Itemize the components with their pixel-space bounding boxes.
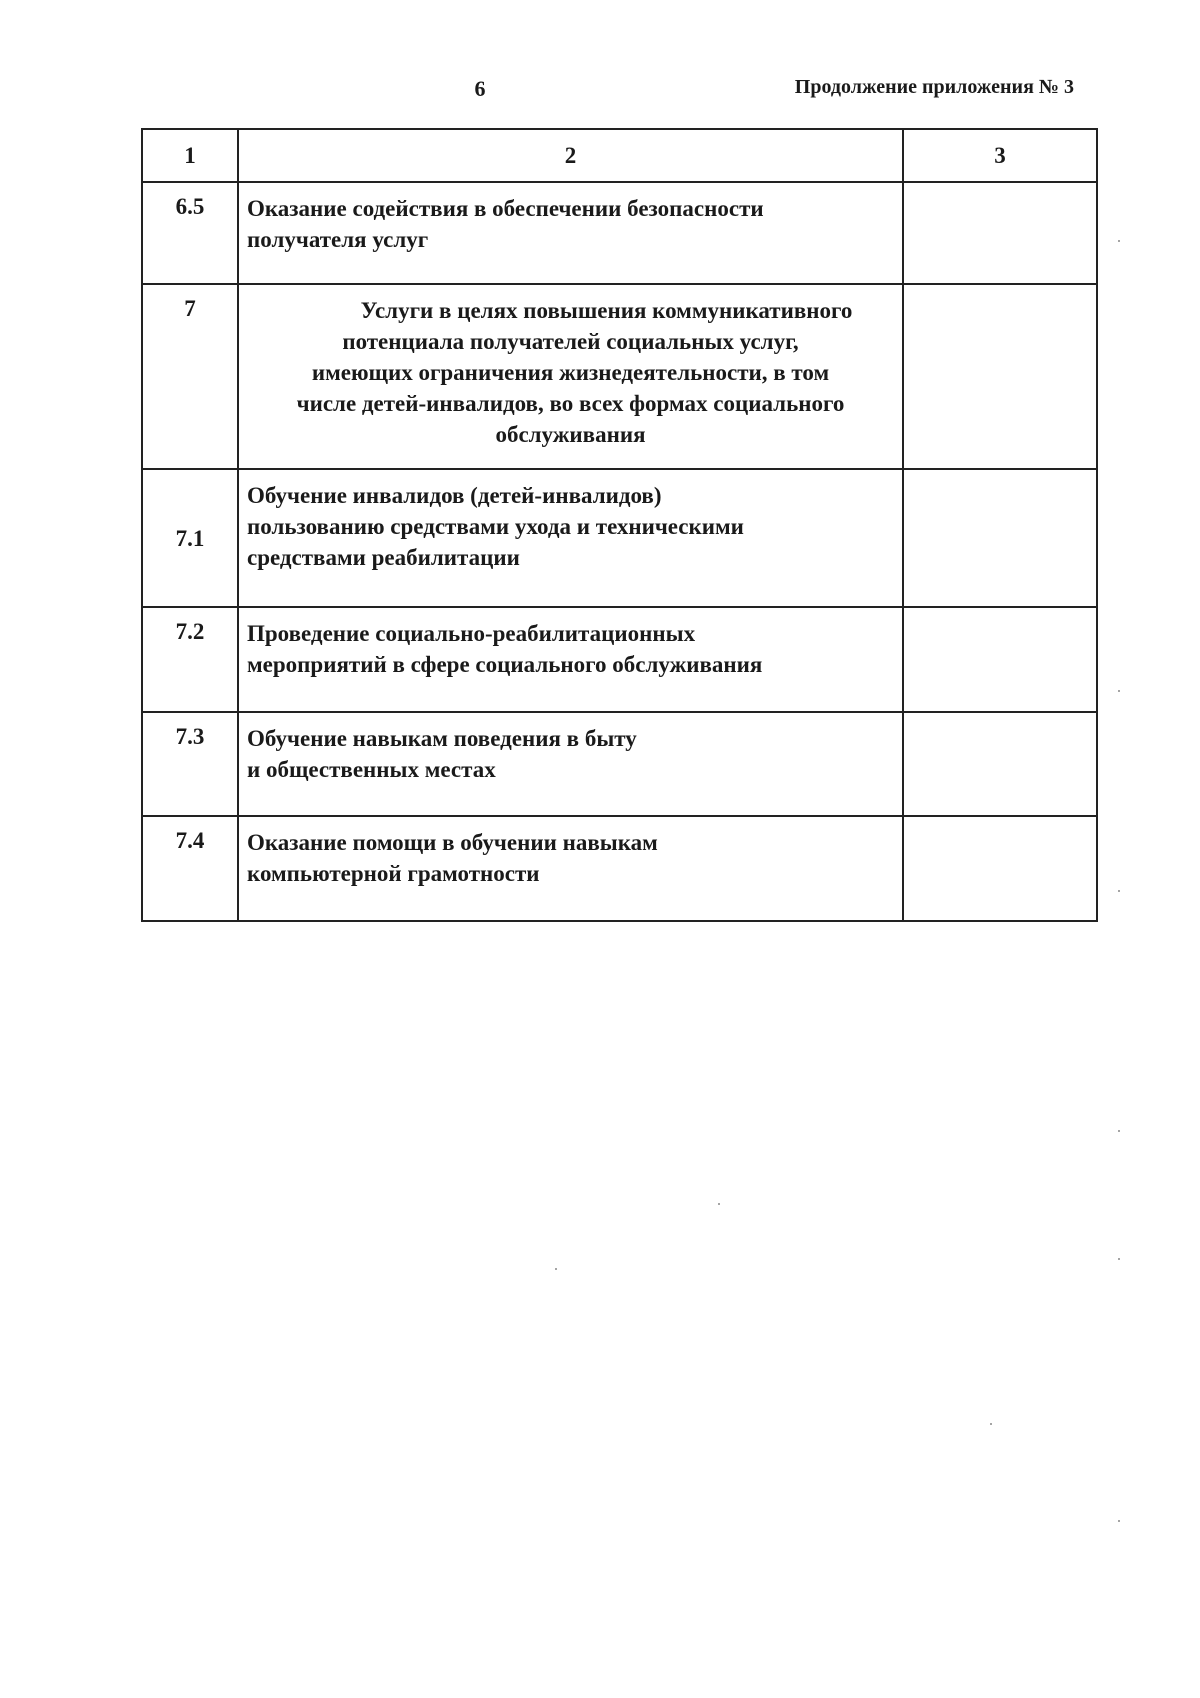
column-3-cell — [903, 182, 1097, 284]
appendix-continuation-label: Продолжение приложения № 3 — [794, 76, 1074, 98]
service-description — [238, 816, 903, 921]
column-header-1: 1 — [142, 129, 238, 182]
description-line: средствами реабилитации — [247, 545, 520, 570]
row-number: 7.4 — [142, 816, 238, 921]
table-row — [142, 607, 1097, 712]
service-description — [238, 182, 903, 284]
row-number: 6.5 — [142, 182, 238, 284]
row-number: 7.2 — [142, 607, 238, 712]
service-section-title — [238, 284, 903, 469]
table-row — [142, 469, 1097, 607]
description-line: Проведение социально-реабилитационных — [247, 621, 696, 646]
description-line: и общественных местах — [247, 757, 496, 782]
page-number: 6 — [474, 76, 486, 101]
column-header-3: 3 — [903, 129, 1097, 182]
description-line: потенциала получателей социальных услуг, — [342, 329, 799, 354]
description-line: Оказание содействия в обеспечении безопасности — [247, 196, 764, 221]
service-description — [238, 607, 903, 712]
description-line: Обучение навыкам поведения в быту — [247, 726, 637, 751]
description-line: получателя услуг — [247, 227, 429, 252]
table-row — [142, 284, 1097, 469]
description-line: пользованию средствами ухода и техническими — [247, 514, 744, 539]
description-line: имеющих ограничения жизнедеятельности, в том — [311, 360, 830, 385]
description-line: компьютерной грамотности — [247, 861, 540, 886]
description-line: мероприятий в сфере социального обслуживания — [247, 652, 763, 677]
description-line: числе детей-инвалидов, во всех формах социального — [296, 391, 845, 416]
column-3-cell — [903, 712, 1097, 816]
table-header-row — [142, 129, 1097, 182]
services-table — [141, 128, 1098, 922]
column-3-cell — [903, 607, 1097, 712]
column-3-cell — [903, 284, 1097, 469]
description-line: обслуживания — [495, 422, 646, 447]
column-3-cell — [903, 469, 1097, 607]
description-line: Услуги в целях повышения коммуникативного — [360, 298, 853, 323]
column-3-cell — [903, 816, 1097, 921]
description-line: Оказание помощи в обучении навыкам — [247, 830, 658, 855]
service-description — [238, 469, 903, 607]
table-row — [142, 182, 1097, 284]
table-row — [142, 712, 1097, 816]
row-number: 7.3 — [142, 712, 238, 816]
column-header-2: 2 — [238, 129, 903, 182]
description-line: Обучение инвалидов (детей-инвалидов) — [247, 483, 662, 508]
service-description — [238, 712, 903, 816]
row-number: 7.1 — [142, 469, 238, 607]
table-row — [142, 816, 1097, 921]
row-number: 7 — [142, 284, 238, 469]
